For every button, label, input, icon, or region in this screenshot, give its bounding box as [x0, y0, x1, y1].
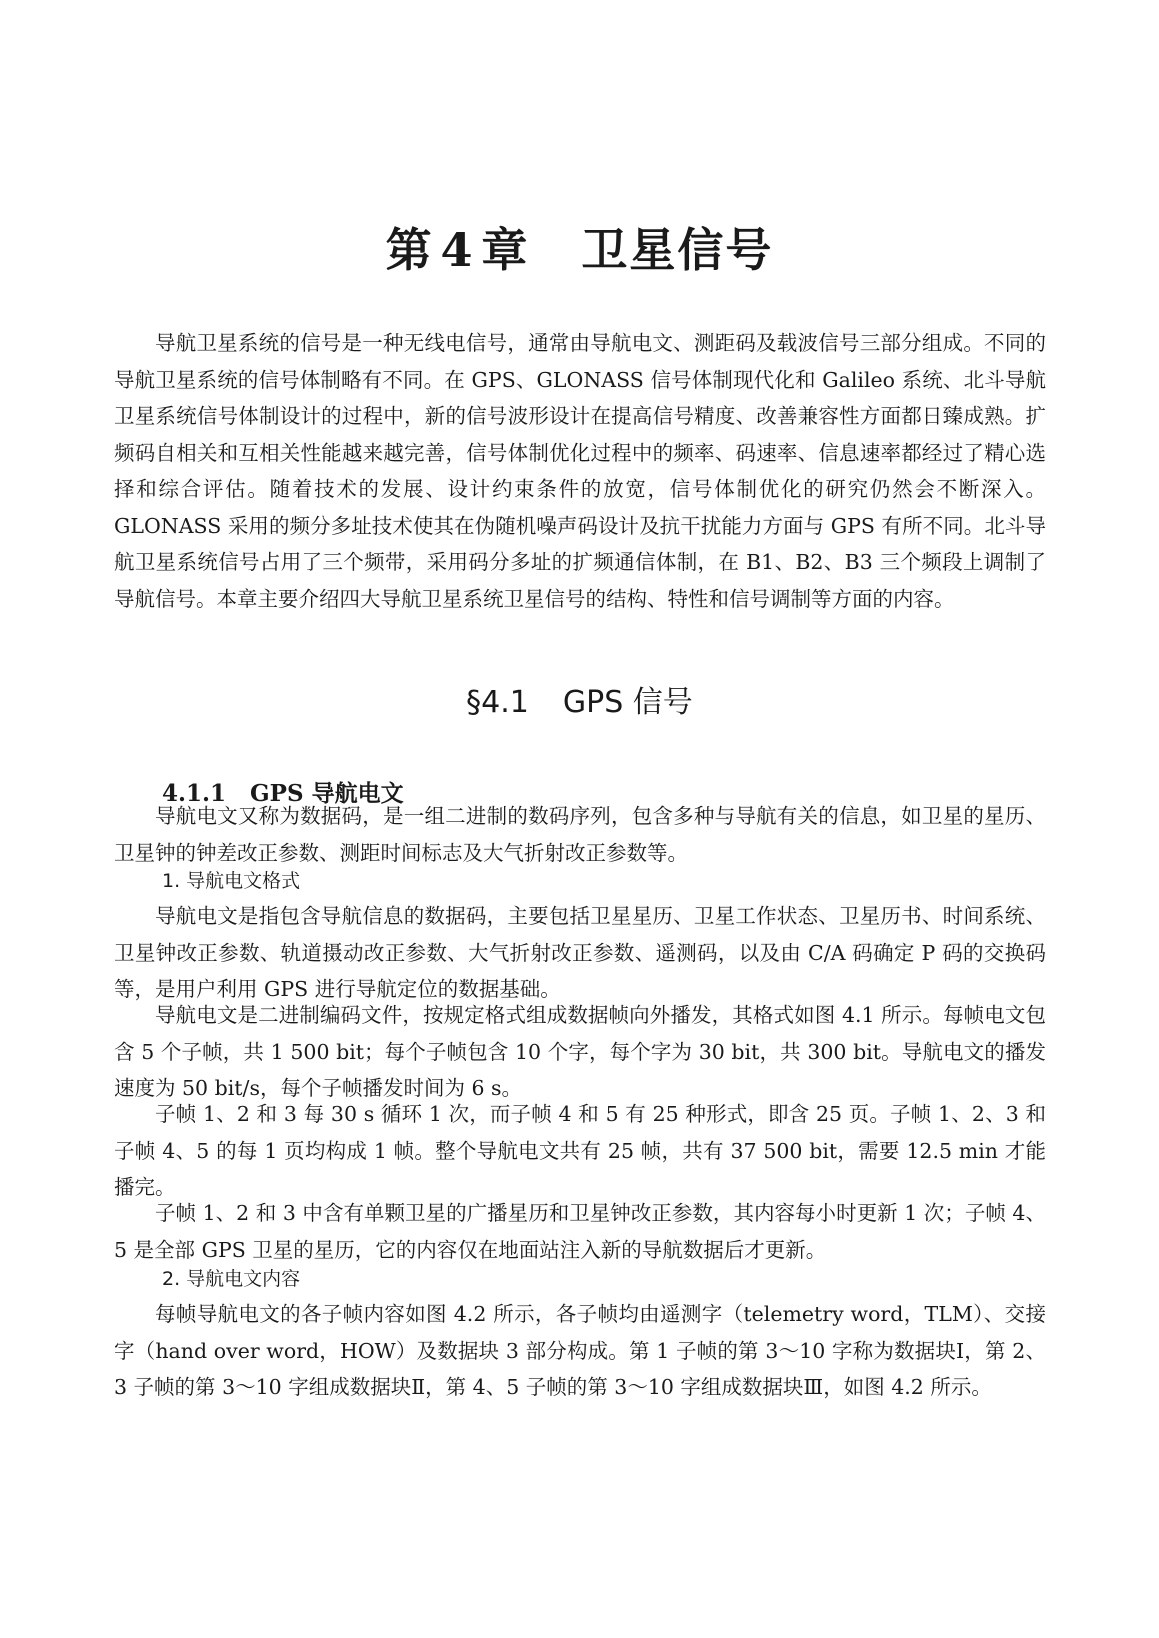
body-paragraph-3: 导航电文是二进制编码文件，按规定格式组成数据帧向外播发，其格式如图 4.1 所示。每帧电文包含 5 个子帧，共 1 500 bit；每个子帧包含 10 个字，每个字为 30 bit，共 300 bit。导航电文的播发速度为 50 bit/s，每个子帧播发时间为 6 s。 [114, 1003, 1046, 1100]
chapter-prefix: 第 [385, 223, 434, 277]
body-paragraph-1: 导航电文又称为数据码，是一组二进制的数码序列，包含多种与导航有关的信息，如卫星的星历、卫星钟的钟差改正参数、测距时间标志及大气折射改正参数等。 [114, 804, 1046, 865]
chapter-name: 卫星信号 [581, 223, 774, 277]
section-title [0, 683, 1159, 723]
body-paragraph-6: 每帧导航电文的各子帧内容如图 4.2 所示，各子帧均由遥测字（telemetry word，TLM）、交接字（hand over word，HOW）及数据块 3 部分构成。第 1 子帧的第 3～10 字称为数据块Ⅰ，第 2、3 子帧的第 3～10 字组成数据块Ⅱ，第 4、5 子帧的第 3～10 字组成数据块Ⅲ，如图 4.2 所示。 [114, 1302, 1046, 1399]
item-heading-format: 1. 导航电文格式 [162, 870, 301, 892]
body-paragraph-5: 子帧 1、2 和 3 中含有单颗卫星的广播星历和卫星钟改正参数，其内容每小时更新 1 次；子帧 4、5 是全部 GPS 卫星的星历，它的内容仅在地面站注入新的导航数据后才更新。 [114, 1201, 1046, 1262]
subsection-name: GPS 导航电文 [250, 780, 404, 807]
section-name: GPS 信号 [562, 685, 693, 720]
chapter-number: 4 [440, 223, 475, 277]
chapter-suffix: 章 [481, 223, 530, 277]
body-paragraph-4: 子帧 1、2 和 3 每 30 s 循环 1 次，而子帧 4 和 5 有 25 种形式，即含 25 页。子帧 1、2、3 和子帧 4、5 的每 1 页均构成 1 帧。整个导航电文共有 25 帧，共有 37 500 bit，需要 12.5 min 才能播完。 [114, 1102, 1046, 1199]
section-number: §4.1 [466, 685, 529, 720]
body-paragraph-2: 导航电文是指包含导航信息的数据码，主要包括卫星星历、卫星工作状态、卫星历书、时间系统、卫星钟改正参数、轨道摄动改正参数、大气折射改正参数、遥测码，以及由 C/A 码确定 P 码的交换码等，是用户利用 GPS 进行导航定位的数据基础。 [114, 904, 1046, 1001]
chapter-title [0, 222, 1159, 278]
intro-paragraph: 导航卫星系统的信号是一种无线电信号，通常由导航电文、测距码及载波信号三部分组成。不同的导航卫星系统的信号体制略有不同。在 GPS、GLONASS 信号体制现代化和 Galileo 系统、北斗导航卫星系统信号体制设计的过程中，新的信号波形设计在提高信号精度、改善兼容性方面都日臻成熟。扩频码自相关和互相关性能越来越完善，信号体制优化过程中的频率、码速率、信息速率都经过了精心选择和综合评估。随着技术的发展、设计约束条件的放宽，信号体制优化的研究仍然会不断深入。GLONASS 采用的频分多址技术使其在伪随机噪声码设计及抗干扰能力方面与 GPS 有所不同。北斗导航卫星系统信号占用了三个频带，采用码分多址的扩频通信体制，在 B1、B2、B3 三个频段上调制了导航信号。本章主要介绍四大导航卫星系统卫星信号的结构、特性和信号调制等方面的内容。 [114, 331, 1046, 611]
item-heading-content: 2. 导航电文内容 [162, 1268, 301, 1290]
subsection-number: 4.1.1 [162, 780, 227, 807]
